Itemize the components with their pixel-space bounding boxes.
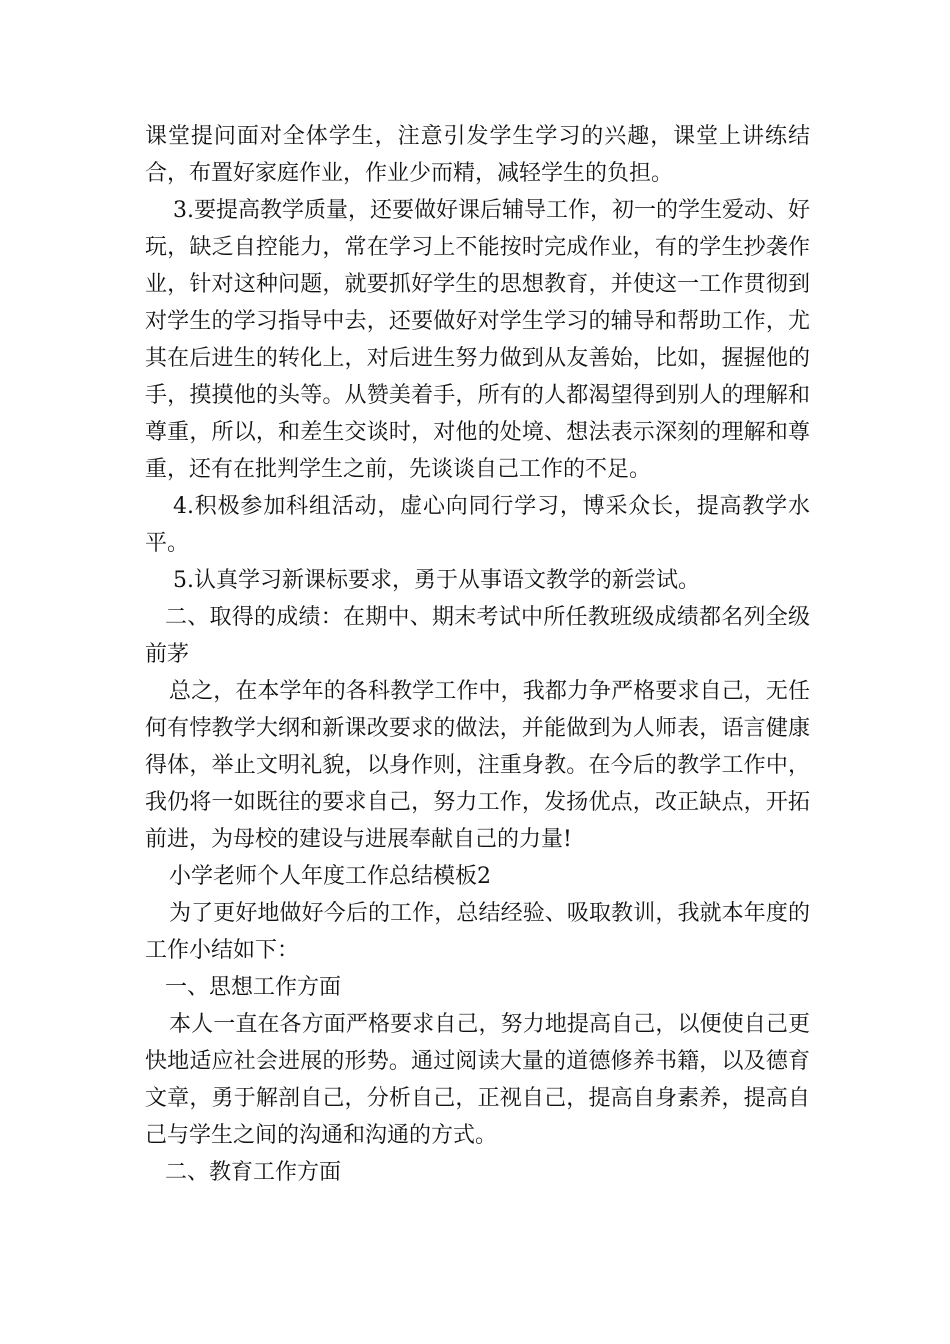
- paragraph-item-4-study-group: 4.积极参加科组活动，虚心向同行学习，博采众长，提高教学水平。: [145, 494, 810, 556]
- heading-achievements: 二、取得的成绩：在期中、期末考试中所任教班级成绩都名列全级前茅: [145, 605, 810, 667]
- document-body: [145, 118, 810, 1191]
- paragraph-classroom-questions: 课堂提问面对全体学生，注意引发学生学习的兴趣，课堂上讲练结合，布置好家庭作业，作业少而精，减轻学生的负担。: [145, 124, 810, 186]
- heading-education-work: 二、教育工作方面: [165, 1160, 342, 1185]
- paragraph-intro: 为了更好地做好今后的工作，总结经验、吸取教训，我就本年度的工作小结如下：: [145, 901, 810, 963]
- heading-ideology-work: 一、思想工作方面: [165, 975, 342, 1000]
- paragraph-summary: 总之，在本学年的各科教学工作中，我都力争严格要求自己，无任何有悖教学大纲和新课改要求的做法，并能做到为人师表，语言健康得体，举止文明礼貌，以身作则，注重身教。在今后的教学工作中，我仍将一如既往的要求自己，努力工作，发扬优点，改正缺点，开拓前进，为母校的建设与进展奉献自己的力量!: [145, 679, 810, 852]
- paragraph-ideology-details: 本人一直在各方面严格要求自己，努力地提高自己，以便使自己更快地适应社会进展的形势。通过阅读大量的道德修养书籍，以及德育文章，勇于解剖自己，分析自己，正视自己，提高自身素养，提高自己与学生之间的沟通和沟通的方式。: [145, 1012, 810, 1148]
- paragraph-item-3-tutoring: 3.要提高教学质量，还要做好课后辅导工作，初一的学生爱动、好玩，缺乏自控能力，常在学习上不能按时完成作业，有的学生抄袭作业，针对这种问题，就要抓好学生的思想教育，并使这一工作贯彻到对学生的学习指导中去，还要做好对学生学习的辅导和帮助工作，尤其在后进生的转化上，对后进生努力做到从友善始，比如，握握他的手，摸摸他的头等。从赞美着手，所有的人都渴望得到别人的理解和尊重，所以，和差生交谈时，对他的处境、想法表示深刻的理解和尊重，还有在批判学生之前，先谈谈自己工作的不足。: [145, 198, 810, 482]
- heading-template-2: 小学老师个人年度工作总结模板2: [169, 864, 491, 889]
- paragraph-item-5-new-curriculum: 5.认真学习新课标要求，勇于从事语文教学的新尝试。: [173, 568, 700, 593]
